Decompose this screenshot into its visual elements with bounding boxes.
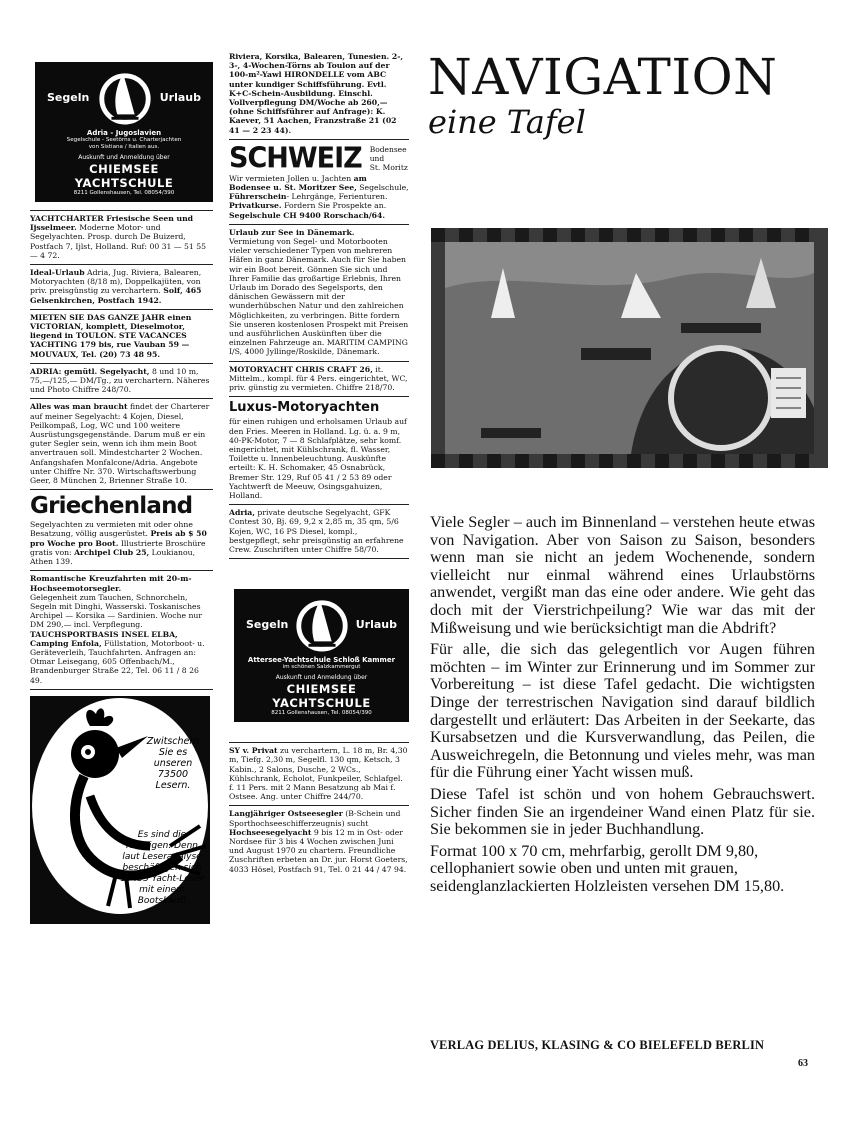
schweiz-side3: St. Moritz xyxy=(369,162,408,172)
romantische-kreuzfahrten-ad xyxy=(30,571,213,689)
daenemark-text: Vermietung von Segel- und Motorbooten vieler verschiedener Typen von mehreren Häfen in ganz Dänemark. Auch für Sie haben wir ein Boot bereit. Gönnen Sie sich und Ihrer Familie das großartige Erlebnis, Ihren Urlaub im Dorado des Segelsports, den dänischen Gewässern mit der wunderhübschen Natur und den zahlreichen Möglichkeiten, zu verbringen. Bitte fordern Sie unseren kostenlosen Prospekt mit Preisen und ausführlichen Auskünften über die einzelnen Fahrzeuge an. MARITIM CAMPING I/S, 4000 Jyllinge/Roskilde, Dänemark. xyxy=(229,237,409,357)
navigation-chart-image xyxy=(431,228,828,468)
romantische-lead: Romantische Kreuzfahrten mit 20-m-Hochseemotorsegler. xyxy=(30,574,192,593)
griechenland-text2: Illustrierte Broschüre gratis von: xyxy=(30,538,206,557)
middle-ad-column xyxy=(229,52,409,878)
yachtcharter-lead: YACHTCHARTER Friesische Seen und Ijsselmeer. xyxy=(30,214,194,233)
feature-paragraph-1: Viele Segler – auch im Binnenland – verstehen heute etwas von Navigation. Aber von Saison zu Saison, besonders wenn man sie nicht an jedem Wochenende, sondern vielleicht nur einmal während eines Urlaubstörns anwendet, vergißt man das eine oder andere. Wie geht das doch mit der Vierstrichpeilung? Wie war das mit der Mißweisung und wie berücksichtigt man die Abdrift? xyxy=(430,513,815,637)
navigation-feature xyxy=(428,50,788,140)
ad-address: 8211 Gollenshausen, Tel. 08054/390 xyxy=(73,190,175,196)
page-number: 63 xyxy=(798,1058,808,1069)
ad-school-region: Attersee-Yachtschule Schloß Kammer xyxy=(247,656,396,665)
ideal-contact: Solf, 465 Gelsenkirchen, Postfach 1942. xyxy=(30,286,202,305)
ad-address: 8211 Gollenshausen, Tel. 08054/390 xyxy=(271,710,372,717)
schweiz-text-c: Segelschule, xyxy=(359,183,409,193)
schweiz-text-f: Privatkurse. xyxy=(229,201,282,211)
ad-info-line: Auskunft und Anmeldung über xyxy=(275,674,368,682)
ad-left-word: Segeln xyxy=(246,617,289,631)
alles-text: findet der Charterer auf meiner Segelyacht: 4 Kojen, Diesel, Peilkompaß, Log, WC und 100 weitere Ausrüstungsgegenstände. Darum muß er ein guter Segler sein, wenn ich ihm mein Boot anvertrauen soll. Mindestcharter 2 Wochen. Anfangshafen Monfalcone/Adria. Angebote unter Chiffre Nr. 370. Wirtschaftswerbung Geer, 8 München 2, Brienner Straße 10. xyxy=(30,402,210,486)
ostseesegler-ad xyxy=(229,806,409,877)
adria-priv-lead: Adria, xyxy=(229,508,255,518)
griechenland-text: Segelyachten zu vermieten mit oder ohne Besatzung, völlig ausgerüstet. xyxy=(30,520,193,539)
yachtcharter-ad xyxy=(30,210,213,265)
luxus-text: für einen ruhigen und erholsamen Urlaub auf den Fries. Meeren in Holland. Lg. ü. a. 9 m, 40-PK-Motor, 7 — 8 Schlafplätze, sehr komf. eingerichtet, mit Kühlschrank, fl. Wasser, Toilette u. Innenbeleuchtung. Auskünfte erteilt: K. H. Schomaker, 45 Osnabrück, Bremer Str. 129, Ruf 05 41 / 2 53 89 oder Yachtwerft de Meeuw, Osingsgahuizen, Holland. xyxy=(229,417,407,500)
schweiz-side1: Bodensee xyxy=(369,144,407,154)
schweiz-text-a: Wir vermieten Jollen u. Jachten xyxy=(229,173,352,183)
riviera-text: Riviera, Korsika, Balearen, Tunesien. 2-, 3-, 4-Wochen-Törns ab Toulon auf der 100-m²-Yawl HIRONDELLE vom ABC unter kundiger Schiffsführung. Evtl. K+C-Schein-Ausbildung. Einschl. Vollverpflegung DM/Woche ab 260,— (ohne Schiffsführer auf Anfrage): K. Kaever, 51 Aachen, Franzstraße 21 (02 41 — 2 23 44). xyxy=(229,52,404,135)
luxus-title: Luxus-Motoryachten xyxy=(229,400,380,416)
griechenland-contact: Archipel Club 25, xyxy=(74,547,150,557)
schweiz-text-e: - Lehrgänge, Ferienturen. xyxy=(286,192,388,202)
sy-privat-text: zu verchartern, L. 18 m, Br. 4,30 m, Tiefg. 2,30 m, Segelfl. 130 qm, Ketsch, 3 Kabin., 2 Salons, Dusche, 2 WCs., Kühlschrank, Echolot, Funkpeiler, Schlafgel. f. 11 Pers. mit 2 Mann Besatzung ab Mai f. Ostsee. Ang. unter Chiffre 244/70. xyxy=(229,746,408,802)
schweiz-ad xyxy=(229,140,409,225)
feature-paragraph-2: Für alle, die sich das gelegentlich vor Augen führen möchten – im Winter zur Erinnerung und im Sommer zur Vorbereitung – ist diese Tafel gedacht. Die wichtigsten Dinge der terrestrischen Navigation sind darauf bildlich dargestellt und erläutert: Das Arbeiten in der Seekarte, das Kursabsetzen und die Kursverwandlung, das Peilen, die Ausweichregeln, die Betonnung und vieles mehr, was man für die Führung einer Yacht wissen muß. xyxy=(430,640,815,782)
feature-paragraph-3: Diese Tafel ist schön und von hohem Gebrauchswert. Sicher finden Sie an irgendeiner Wand einen Platz für sie. Sie bekommen sie in jeder Buchhandlung. xyxy=(430,784,815,839)
ideal-lead: Ideal-Urlaub xyxy=(30,268,85,278)
bird-ad-top-text: Zwitschern Sie es unseren 73500 Lesern. xyxy=(146,735,200,791)
ad-region-note: im schönen Salzkammergut xyxy=(282,664,361,671)
romantische-bold: TAUCHSPORTBASIS INSEL ELBA, Camping Enfola, xyxy=(30,629,178,648)
adria-gemuetl-ad xyxy=(30,364,213,400)
adria-gem-text: 8 und 10 m, 75,—/125,— DM/Tg., zu verchartern. Näheres und Photo Chiffre 248/70. xyxy=(30,366,210,395)
luxus-motoryachten-ad xyxy=(229,397,409,505)
sail-logo-icon xyxy=(293,595,351,653)
schweiz-side2: und xyxy=(369,153,385,163)
segeln-urlaub-adria-ad xyxy=(35,62,213,202)
mieten-text: MIETEN SIE DAS GANZE JAHR einen VICTORIAN, komplett, Dieselmotor, liegend in TOULON. STE VACANCES YACHTING 179 bis, rue Vauban 59 — MOUVAUX, Tel. (20) 73 48 95. xyxy=(30,312,192,359)
feature-body xyxy=(430,514,815,895)
feature-subtitle: eine Tafel xyxy=(428,103,586,141)
alles-was-ad xyxy=(30,399,213,490)
ostseesegler-lead: Langjähriger Ostseesegler xyxy=(229,809,343,819)
riviera-ad xyxy=(229,52,409,140)
ostseesegler-text: (B-Schein und Sporthochseeschifferzeugnis) sucht xyxy=(229,809,401,828)
ad-right-word: Urlaub xyxy=(355,617,397,631)
daenemark-ad xyxy=(229,225,409,362)
nautical-chart-illustration-icon xyxy=(431,228,828,468)
adria-priv-text: private deutsche Segelyacht, GFK Contest 30, Bj. 69, 9,2 x 2,85 m, 35 qm, 5/6 Kojen, WC, 16 PS Diesel, kompl., bestgepflegt, sehr preisgünstig an erfahrene Crew. Zuschriften unter Chiffre 58/70. xyxy=(229,508,404,554)
yachtcharter-text: Moderne Motor- und Segelyachten. Prosp. durch De Buizerd, Postfach 7, Ijlst, Holland. Ruf: 00 31 — 51 55 — 4 72. xyxy=(30,223,207,260)
griechenland-title: Griechenland xyxy=(30,493,193,520)
schweiz-text-g: Fordern Sie Prospekte an. xyxy=(284,201,387,211)
bird-ad-bottom-text: Es sind die Richtigen. Denn laut Leseranalyse beschäftigen sich 15435 Yacht-Leser mit einem Bootskauf! xyxy=(120,829,204,906)
ad-right-word: Urlaub xyxy=(159,90,201,104)
romantische-text: Gelegenheit zum Tauchen, Schnorcheln, Segeln mit Dinghi, Wasserski. Toskanisches Archipel — Korsika — Sardinien. Woche nur DM 290,— incl. Verpflegung. xyxy=(30,592,203,630)
ad-school-name: CHIEMSEE YACHTSCHULE xyxy=(272,682,371,711)
adria-private-ad xyxy=(229,505,409,559)
segeln-urlaub-attersee-ad xyxy=(234,589,409,722)
ostseesegler-contact: 9 bis 12 m in Ost- oder Nordsee für 3 bis 4 Wochen zwischen Juni und August 1970 zu chartern. Freundliche Zuschriften erbeten an Dr. jur. Horst Goeters, 4033 Hösel, Postfach 91, Tel. 0 21 44 / 47 94. xyxy=(229,827,408,874)
romantische-contact: Füllstation, Motorboot- u. Geräteverleih, Tauchfahrten. Anfragen an: Otmar Leisegang, 605 Offenbach/M., Brandenburger Straße 22, Tel. 06 11 / 8 26 49. xyxy=(30,638,205,685)
publisher-line: VERLAG DELIUS, KLASING & CO BIELEFELD BERLIN xyxy=(430,1038,765,1052)
alles-lead: Alles was man braucht xyxy=(30,402,128,412)
chriscraft-text: it. Mittelm., kompl. für 4 Pers. eingerichtet, WC, priv. günstig zu vermieten. Chiffre 218/70. xyxy=(229,364,408,393)
schweiz-text-h: Segelschule CH 9400 Rorschach/64. xyxy=(229,210,386,220)
schweiz-title: SCHWEIZ xyxy=(229,142,362,175)
adria-gem-lead: ADRIA: gemütl. Segelyacht, xyxy=(30,366,150,376)
griechenland-contact2: Loukianou, Athen 139. xyxy=(30,547,196,567)
feature-paragraph-4: Format 100 x 70 cm, mehrfarbig, gerollt DM 9,80, cellophaniert sowie oben und unten mit grauen, seidenglanzlackierten Holzleisten versehen DM 15,80. xyxy=(430,841,785,895)
left-ad-column xyxy=(30,52,213,924)
sail-logo-icon xyxy=(96,68,154,126)
ad-region: Adria - Jugoslavien xyxy=(86,129,162,137)
griechenland-price: Preis ab $ 50 pro Woche pro Boot. xyxy=(30,529,207,548)
chriscraft-lead: MOTORYACHT CHRIS CRAFT 26, xyxy=(229,364,373,374)
bird-reader-ad xyxy=(30,696,210,924)
ideal-text: Adria, Jug. Riviera, Balearen, Motoryachten (8/18 m), Doppelkajüten, von priv. preisgünstig zu verchartern. xyxy=(30,268,202,296)
ostseesegler-bold: Hochseesegelyacht xyxy=(229,827,312,837)
schweiz-text-b: am Bodensee u. St. Moritzer See, xyxy=(229,173,367,193)
feature-title: NAVIGATION xyxy=(428,48,778,106)
sy-privat-ad xyxy=(229,742,409,806)
griechenland-ad xyxy=(30,490,213,571)
mieten-victorian-ad xyxy=(30,310,213,364)
ad-left-word: Segeln xyxy=(47,90,90,104)
schweiz-text-d: Führerschein xyxy=(229,192,287,202)
ideal-urlaub-ad xyxy=(30,265,213,310)
ad-school-name: CHIEMSEE YACHTSCHULE xyxy=(74,162,174,190)
ad-origin: von Sistiana / Italien aus. xyxy=(88,144,160,150)
ad-info-line: Auskunft und Anmeldung über xyxy=(78,154,170,161)
ad-services: Segelschule - Seetörns u. Charterjachten xyxy=(66,137,182,143)
daenemark-lead: Urlaub zur See in Dänemark. xyxy=(229,227,355,237)
chris-craft-ad xyxy=(229,362,409,398)
sy-privat-lead: SY v. Privat xyxy=(229,746,278,756)
